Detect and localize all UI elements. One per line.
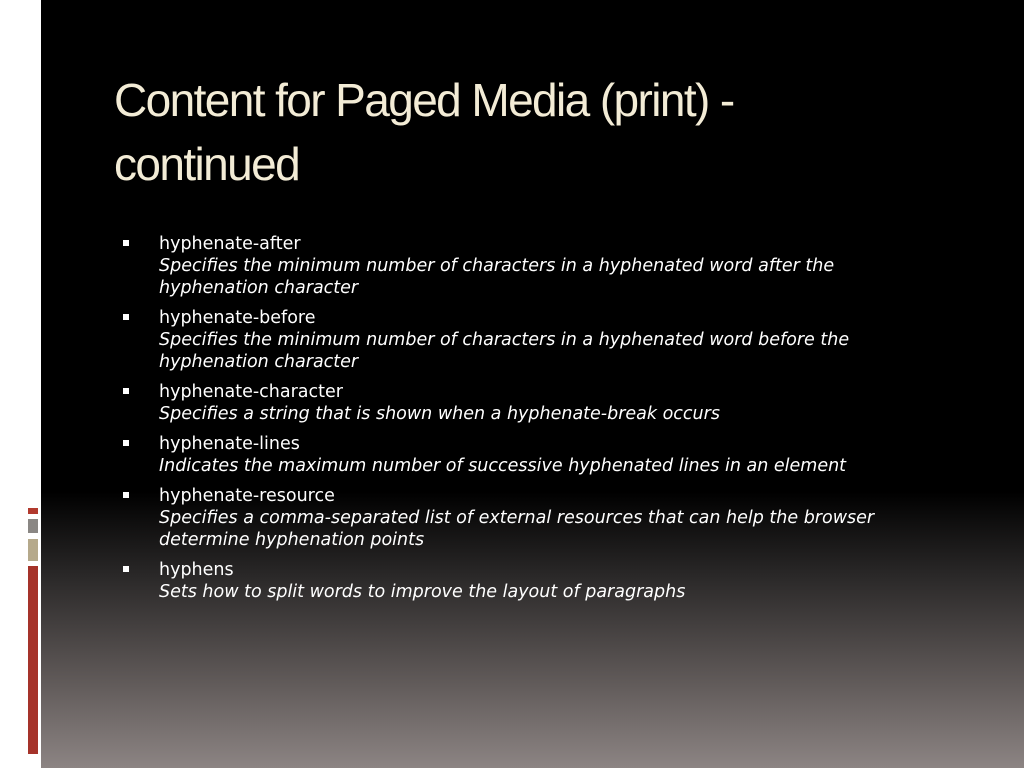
property-name: hyphenate-character bbox=[159, 382, 343, 402]
list-item bbox=[120, 233, 920, 299]
property-name: hyphenate-resource bbox=[159, 486, 335, 506]
square-bullet-icon bbox=[123, 388, 129, 394]
bullet-list bbox=[120, 233, 920, 611]
property-description: Specifies the minimum number of characters in a hyphenated word before the hyphenation character bbox=[159, 330, 850, 372]
list-item bbox=[120, 559, 920, 603]
square-bullet-icon bbox=[123, 240, 129, 246]
property-description: Indicates the maximum number of successive hyphenated lines in an element bbox=[159, 456, 847, 476]
square-bullet-icon bbox=[123, 492, 129, 498]
list-item bbox=[120, 381, 920, 425]
property-name: hyphens bbox=[159, 560, 234, 580]
square-bullet-icon bbox=[123, 566, 129, 572]
property-name: hyphenate-lines bbox=[159, 434, 300, 454]
list-item bbox=[120, 433, 920, 477]
property-description: Specifies the minimum number of characters in a hyphenated word after the hyphenation character bbox=[159, 256, 835, 298]
list-item bbox=[120, 307, 920, 373]
accent-bar-grey bbox=[28, 519, 38, 533]
property-description: Specifies a string that is shown when a hyphenate-break occurs bbox=[159, 404, 720, 424]
accent-bar-tan bbox=[28, 539, 38, 561]
slide-title: Content for Paged Media (print) - continued bbox=[114, 74, 734, 190]
square-bullet-icon bbox=[123, 440, 129, 446]
square-bullet-icon bbox=[123, 314, 129, 320]
property-name: hyphenate-before bbox=[159, 308, 316, 328]
property-description: Specifies a comma-separated list of external resources that can help the browser determine hyphenation points bbox=[159, 508, 875, 550]
property-description: Sets how to split words to improve the layout of paragraphs bbox=[159, 582, 686, 602]
property-name: hyphenate-after bbox=[159, 234, 301, 254]
list-item bbox=[120, 485, 920, 551]
accent-bar-red-long bbox=[28, 566, 38, 754]
accent-bar-red-small bbox=[28, 508, 38, 514]
